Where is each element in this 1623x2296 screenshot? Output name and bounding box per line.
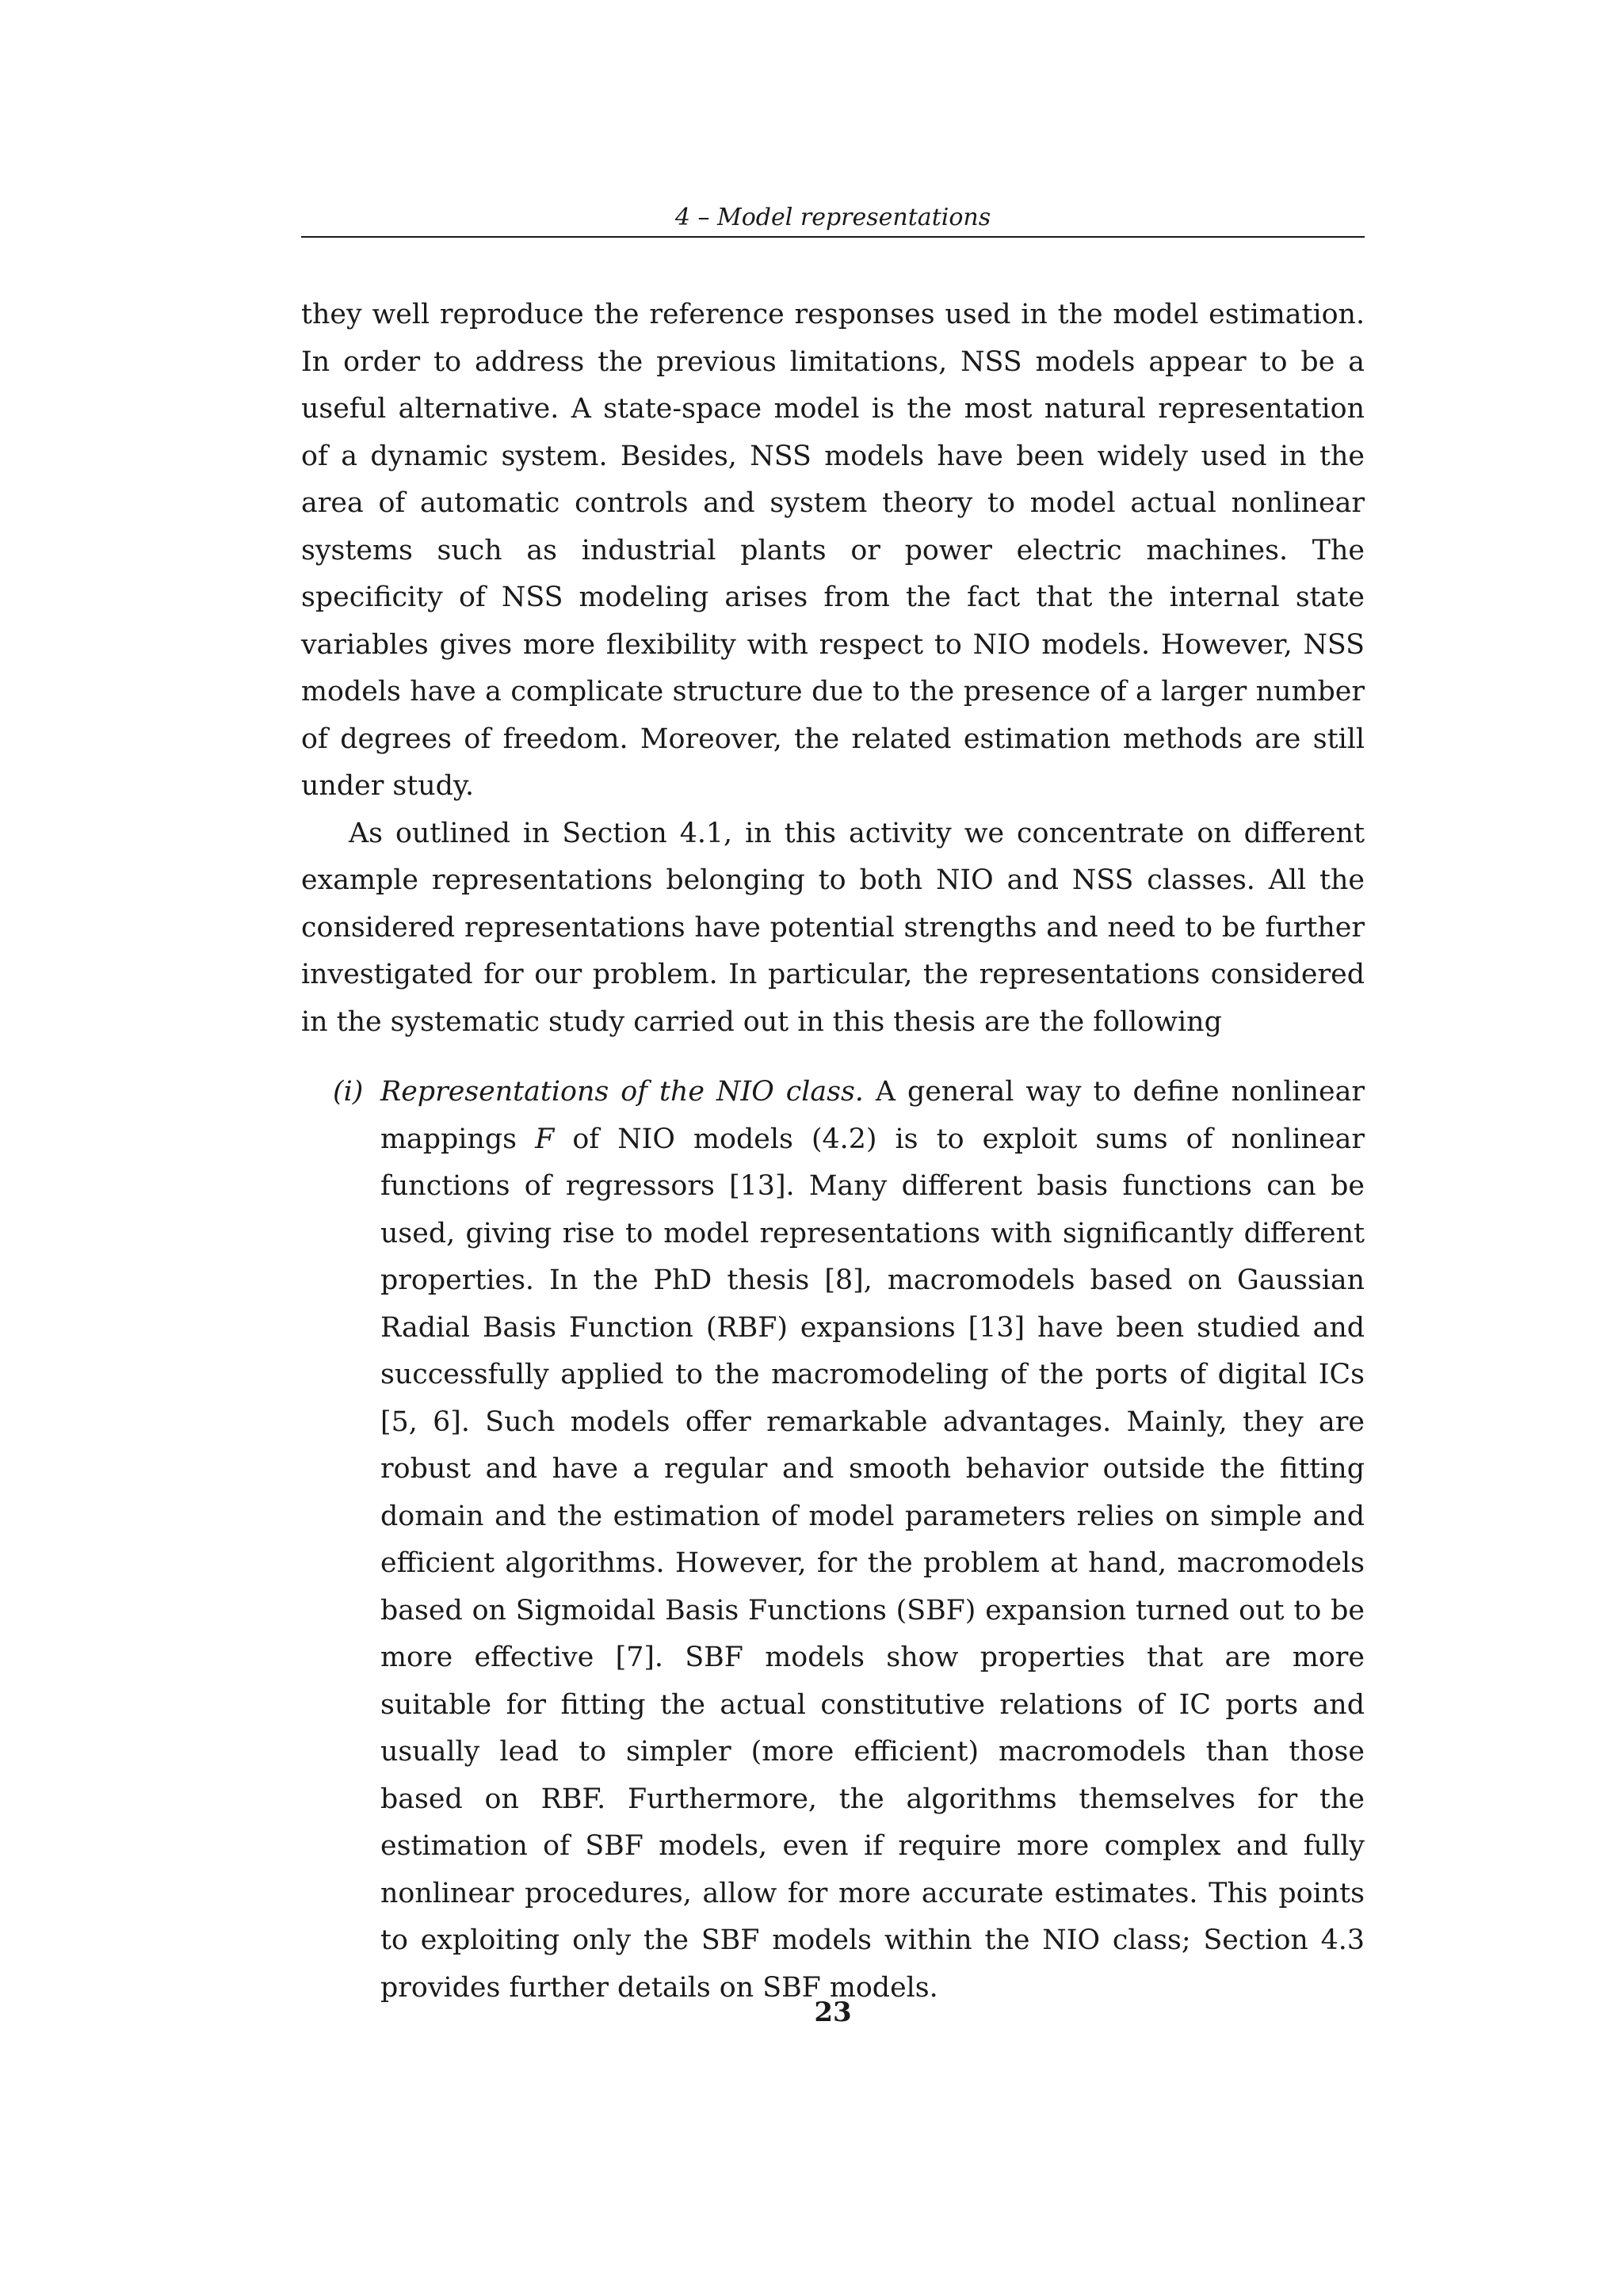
list-marker: (i): [333, 1076, 364, 1108]
list-item-text-a: A general way to define nonlinear mappings: [380, 1076, 1365, 1155]
list-item-lead: Representations of the NIO class.: [380, 1076, 864, 1108]
list-item-nio: [301, 1069, 1365, 2012]
page-body: [301, 292, 1365, 2012]
paragraph-continuation: they well reproduce the reference responses used in the model estimation. In order to address the previous limitations, NSS models appear to be a useful alternative. A state-space model is the most natural representation of a dynamic system. Besides, NSS models have been widely used in the area of automatic controls and system theory to model actual nonlinear systems such as industrial plants or power electric machines. The specificity of NSS modeling arises from the fact that the internal state variables gives more flexibility with respect to NIO models. However, NSS models have a complicate structure due to the presence of a larger number of degrees of freedom. Moreover, the related estimation methods are still under study.: [301, 299, 1365, 802]
list-item-text-b: of NIO models (4.2) is to exploit sums of nonlinear functions of regressors [13]. Many different basis functions can be used, giving rise to model representations with significantly different properties. In the PhD thesis [8], macromodels based on Gaussian Radial Basis Function (RBF) expansions [13] have been studied and successfully applied to the macromodeling of the ports of digital ICs [5, 6]. Such models offer remarkable advantages. Mainly, they are robust and have a regular and smooth behavior outside the fitting domain and the estimation of model parameters relies on simple and efficient algorithms. However, for the problem at hand, macromodels based on Sigmoidal Basis Functions (SBF) expansion turned out to be more effective [7]. SBF models show properties that are more suitable for fitting the actual constitutive relations of IC ports and usually lead to simpler (more efficient) macromodels than those based on RBF. Furthermore, the algorithms themselves for the estimation of SBF models, even if require more complex and fully nonlinear procedures, allow for more accurate estimates. This points to exploiting only the SBF models within the NIO class; Section 4.3 provides further details on SBF models.: [380, 1123, 1365, 2004]
math-variable-f: F: [535, 1123, 555, 1155]
header-rule: [301, 236, 1365, 238]
paragraph-representations: As outlined in Section 4.1, in this activity we concentrate on different example representations belonging to both NIO and NSS classes. All the considered representations have potential strengths and need to be further investigated for our problem. In particular, the representations considered in the systematic study carried out in this thesis are the following: [301, 817, 1365, 1038]
running-header: 4 – Model representations: [674, 204, 991, 231]
representations-list: [301, 1069, 1365, 2012]
page-number: 23: [814, 1997, 852, 2028]
